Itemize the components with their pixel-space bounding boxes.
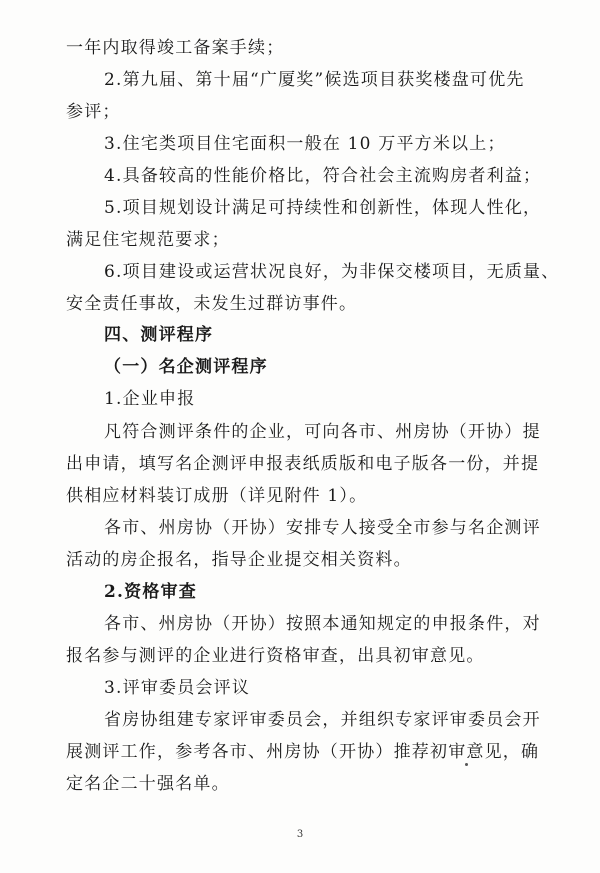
scan-speck: [465, 763, 468, 766]
list-item-line: 5.项目规划设计满足可持续性和创新性，体现人性化，: [104, 198, 542, 218]
body-text-line: 各市、州房协（开协）安排专人接受全市参与名企测评: [104, 518, 541, 538]
list-item-line: 3.住宅类项目住宅面积一般在 10 万平方米以上；: [104, 134, 506, 154]
page-number: 3: [296, 829, 304, 840]
body-text-line: 安全责任事故，未发生过群访事件。: [66, 294, 358, 314]
body-text-line: 报名参与测评的企业进行资格审查，出具初审意见。: [66, 646, 485, 666]
list-item-line: 4.具备较高的性能价格比，符合社会主流购房者利益；: [104, 166, 542, 186]
section-heading: 四、测评程序: [104, 325, 214, 345]
item-heading: 3.评审委员会评议: [104, 678, 251, 698]
body-text-line: 出申请，填写名企测评申报表纸质版和电子版各一份，并提: [66, 454, 540, 474]
body-text-line: 省房协组建专家评审委员会，并组织专家评审委员会开: [104, 710, 541, 730]
body-text-line: 展测评工作，参考各市、州房协（开协）推荐初审意见，确: [66, 742, 540, 762]
body-text-line: 各市、州房协（开协）按照本通知规定的申报条件，对: [104, 614, 541, 634]
body-text-line: 活动的房企报名，指导企业提交相关资料。: [66, 550, 412, 570]
item-heading: 1.企业申报: [104, 389, 196, 409]
subsection-heading: （一）名企测评程序: [104, 357, 268, 377]
body-text-line: 定名企二十强名单。: [66, 774, 230, 794]
body-text-line: 凡符合测评条件的企业，可向各市、州房协（开协）提: [104, 422, 541, 442]
body-text-line: 参评；: [66, 102, 121, 122]
body-text-line: 一年内取得竣工备案手续；: [66, 38, 285, 58]
body-text-line: 供相应材料装订成册（详见附件 1）。: [66, 486, 368, 506]
body-text-line: 满足住宅规范要求；: [66, 230, 230, 250]
item-heading: 2.资格审查: [104, 582, 197, 602]
list-item-line: 6.项目建设或运营状况良好，为非保交楼项目，无质量、: [104, 262, 560, 282]
list-item-line: 2.第九届、第十届“广厦奖”候选项目获奖楼盘可优先: [104, 70, 525, 90]
